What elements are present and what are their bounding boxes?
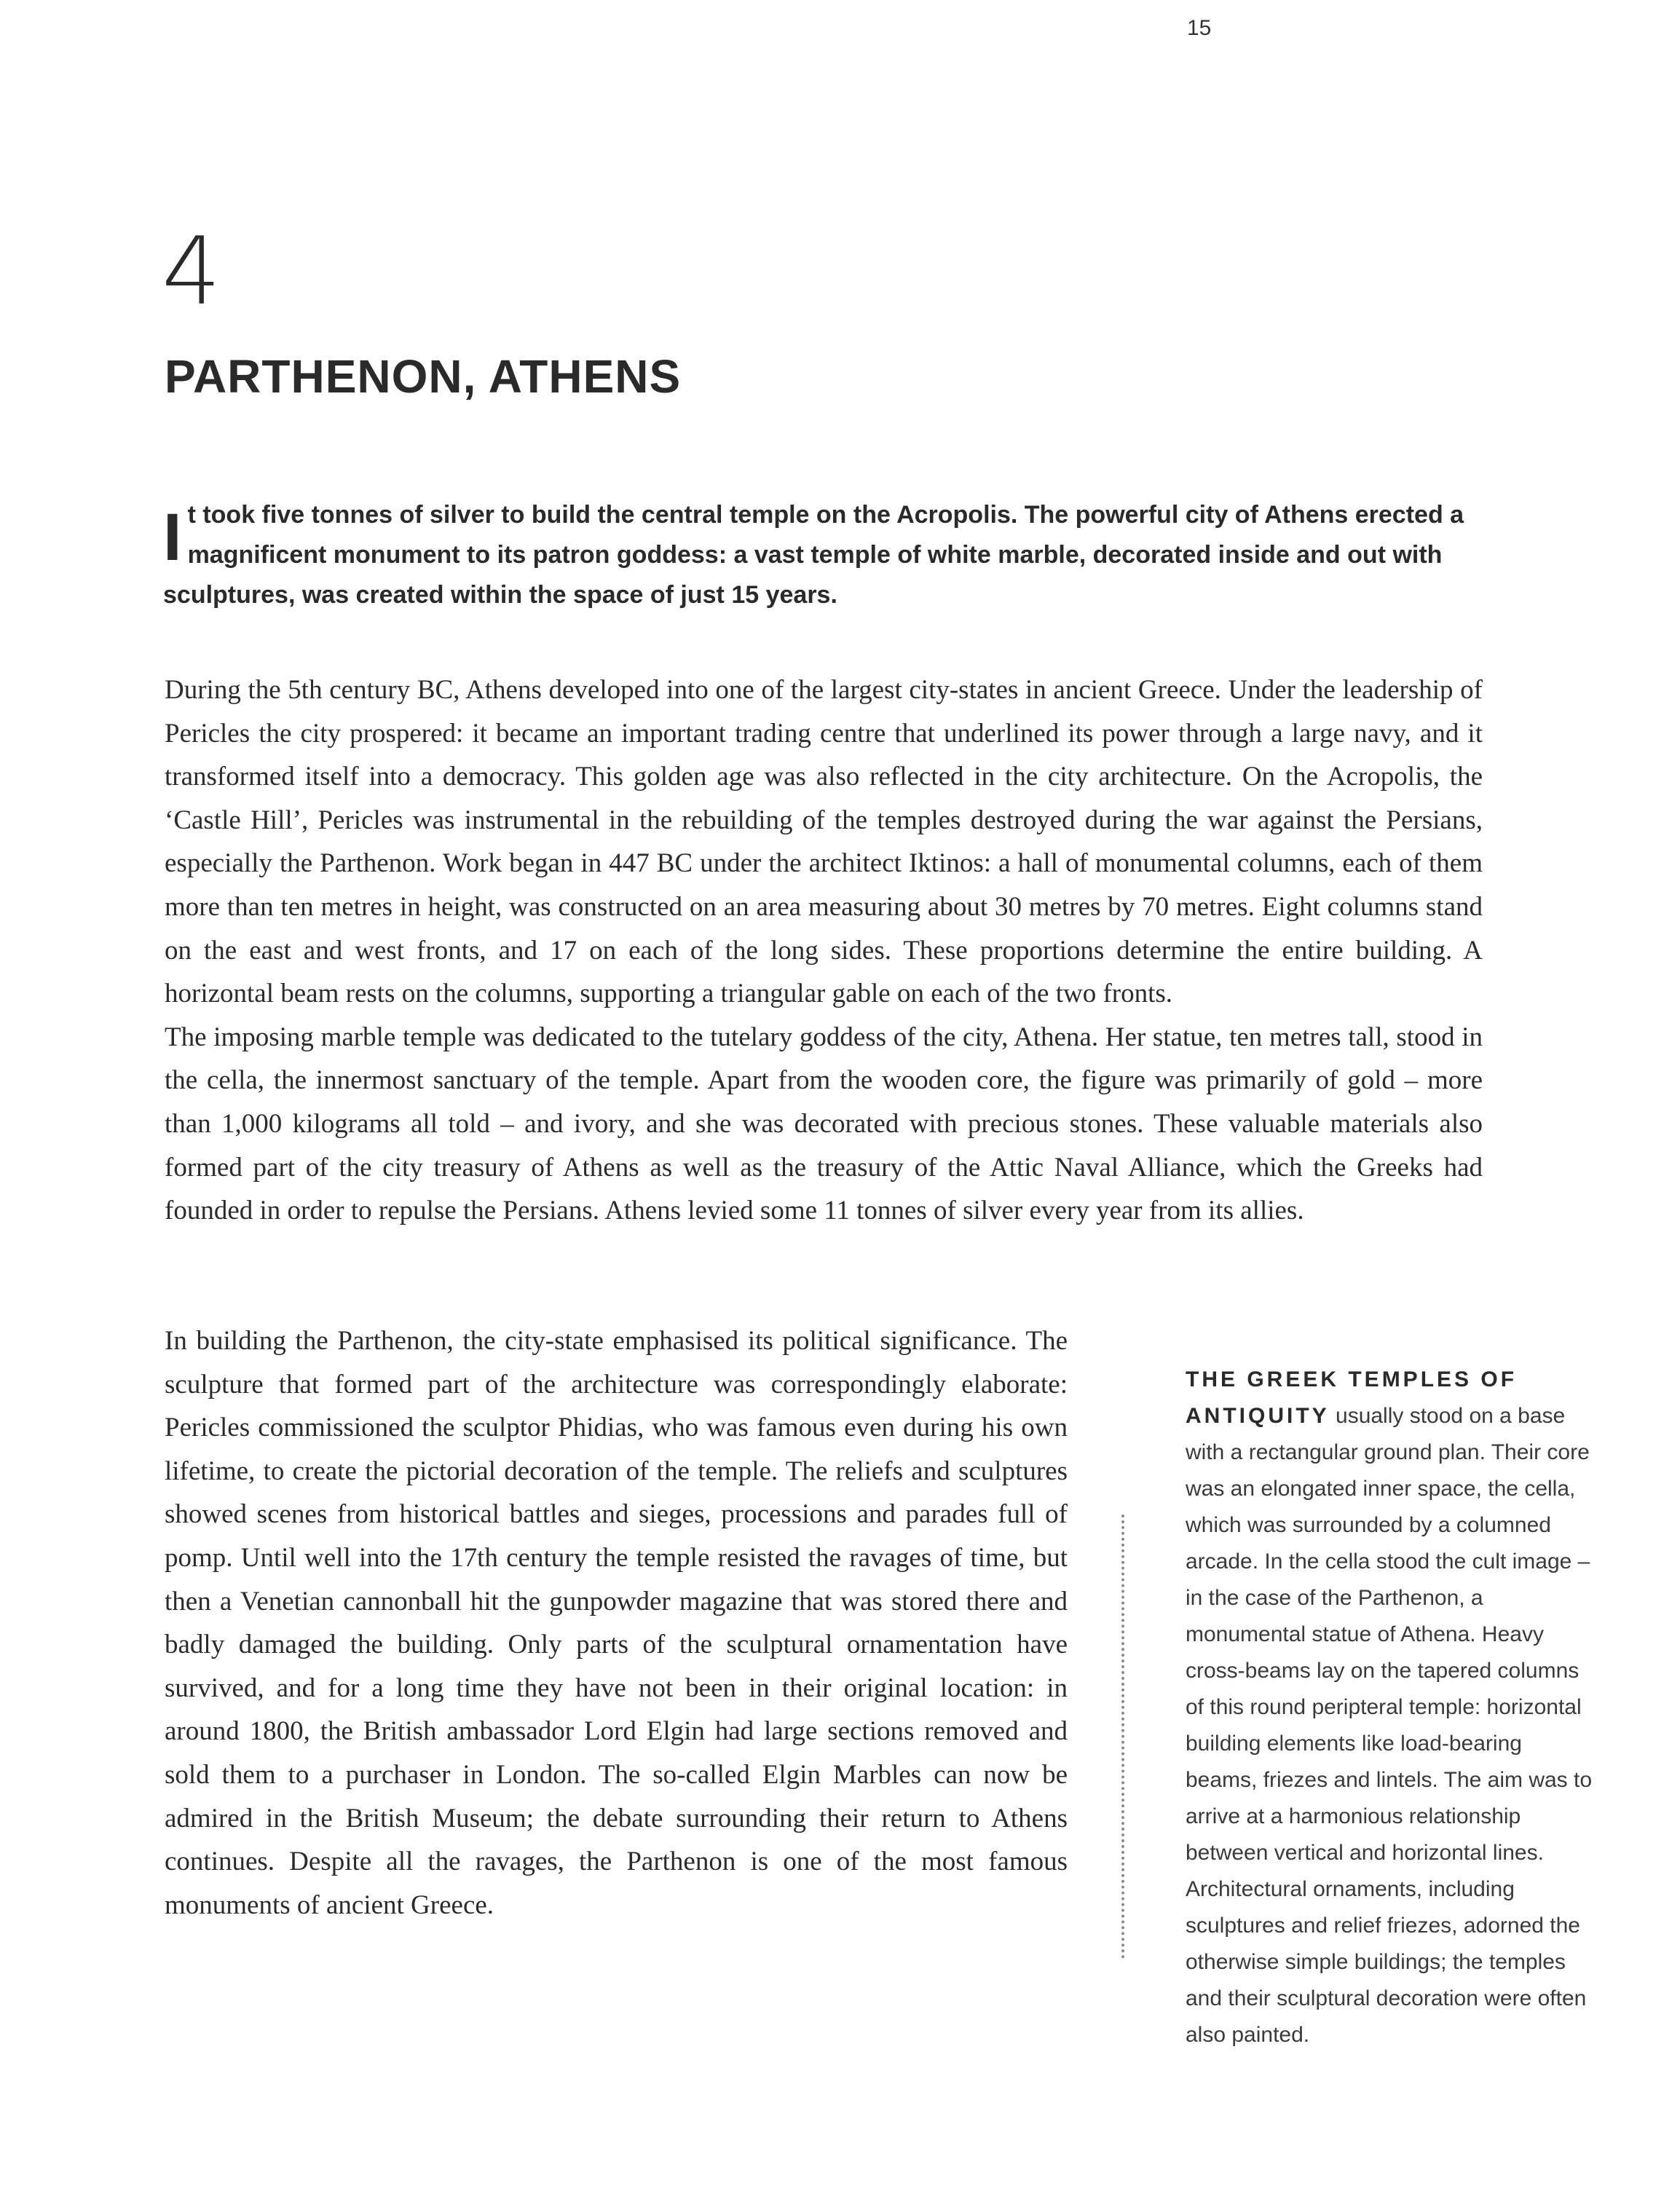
lead-text: t took five tonnes of silver to build the central temple on the Acropolis. The powerful city of Athens erected a magnificent monument to its patron goddess: a vast temple of white marble, decorated inside and out with sculptures, was created within the space of just 15 years.: [163, 501, 1464, 609]
sidebar-text: usually stood on a base with a rectangular ground plan. Their core was an elongated inner space, the cella, which was surrounded by a columned arcade. In the cella stood the cult image – in the case of the Parthenon, a monumental statue of Athena. Heavy cross-beams lay on the tapered columns of this round peripteral temple: horizontal building elements like load-bearing beams, friezes and lintels. The aim was to arrive at a harmonious relationship between vertical and horizontal lines. Architectural ornaments, including sculptures and relief friezes, adorned the otherwise simple buildings; the temples and their sculptural decoration were often also painted.: [1186, 1404, 1593, 2047]
body-paragraph-1: During the 5th century BC, Athens developed into one of the largest city-states in ancient Greece. Under the leadership of Pericles the city prospered: it became an important trading centre that underlined its power through a large navy, and it transformed itself into a democracy. This golden age was also reflected in the city architecture. On the Acropolis, the ‘Castle Hill’, Pericles was instrumental in the rebuilding of the temples destroyed during the war against the Persians, especially the Parthenon. Work began in 447 BC under the architect Iktinos: a hall of monumental columns, each of them more than ten metres in height, was constructed on an area measuring about 30 metres by 70 metres. Eight columns stand on the east and west fronts, and 17 on each of the long sides. These proportions determine the entire building. A horizontal beam rests on the columns, supporting a triangular gable on each of the two fronts.: [165, 675, 1483, 1009]
body-paragraph-3: In building the Parthenon, the city-state emphasised its political significance. The sculpture that formed part of the architecture was correspondingly elaborate: Pericles commissioned the sculptor Phidias, who was famous even during his own lifetime, to create the pictorial decoration of the temple. The reliefs and sculptures showed scenes from historical battles and sieges, processions and parades full of pomp. Until well into the 17th century the temple resisted the ravages of time, but then a Venetian cannonball hit the gunpowder magazine that was stored there and badly damaged the building. Only parts of the sculptural ornamentation have survived, and for a long time they have not been in their original location: in around 1800, the British ambassador Lord Elgin had large sections removed and sold them to a purchaser in London. The so-called Elgin Marbles can now be admired in the British Museum; the debate surrounding their return to Athens continues. Despite all the ravages, the Parthenon is one of the most famous monuments of ancient Greece.: [165, 1326, 1068, 1920]
lead-dropcap: I: [163, 500, 182, 575]
chapter-title: PARTHENON, ATHENS: [165, 350, 682, 403]
body-text-full-width: [165, 668, 1483, 1233]
sidebar-note: [1186, 1362, 1593, 2053]
body-paragraph-2: The imposing marble temple was dedicated to the tutelary goddess of the city, Athena. Her statue, ten metres tall, stood in the cella, the innermost sanctuary of the temple. Apart from the wooden core, the figure was primarily of gold – more than 1,000 kilograms all told – and ivory, and she was decorated with precious stones. These valuable materials also formed part of the city treasury of Athens as well as the treasury of the Attic Naval Alliance, which the Greeks had founded in order to repulse the Persians. Athens levied some 11 tonnes of silver every year from its allies.: [165, 1022, 1483, 1226]
chapter-number: 4: [162, 218, 221, 326]
lead-paragraph: [163, 495, 1510, 615]
body-text-column: [165, 1319, 1068, 1927]
sidebar-dotted-divider: [1121, 1515, 1124, 1959]
sidebar-heading: THE GREEK TEMPLES OF ANTIQUITY: [1186, 1367, 1518, 1428]
page-number: 15: [1187, 16, 1212, 40]
